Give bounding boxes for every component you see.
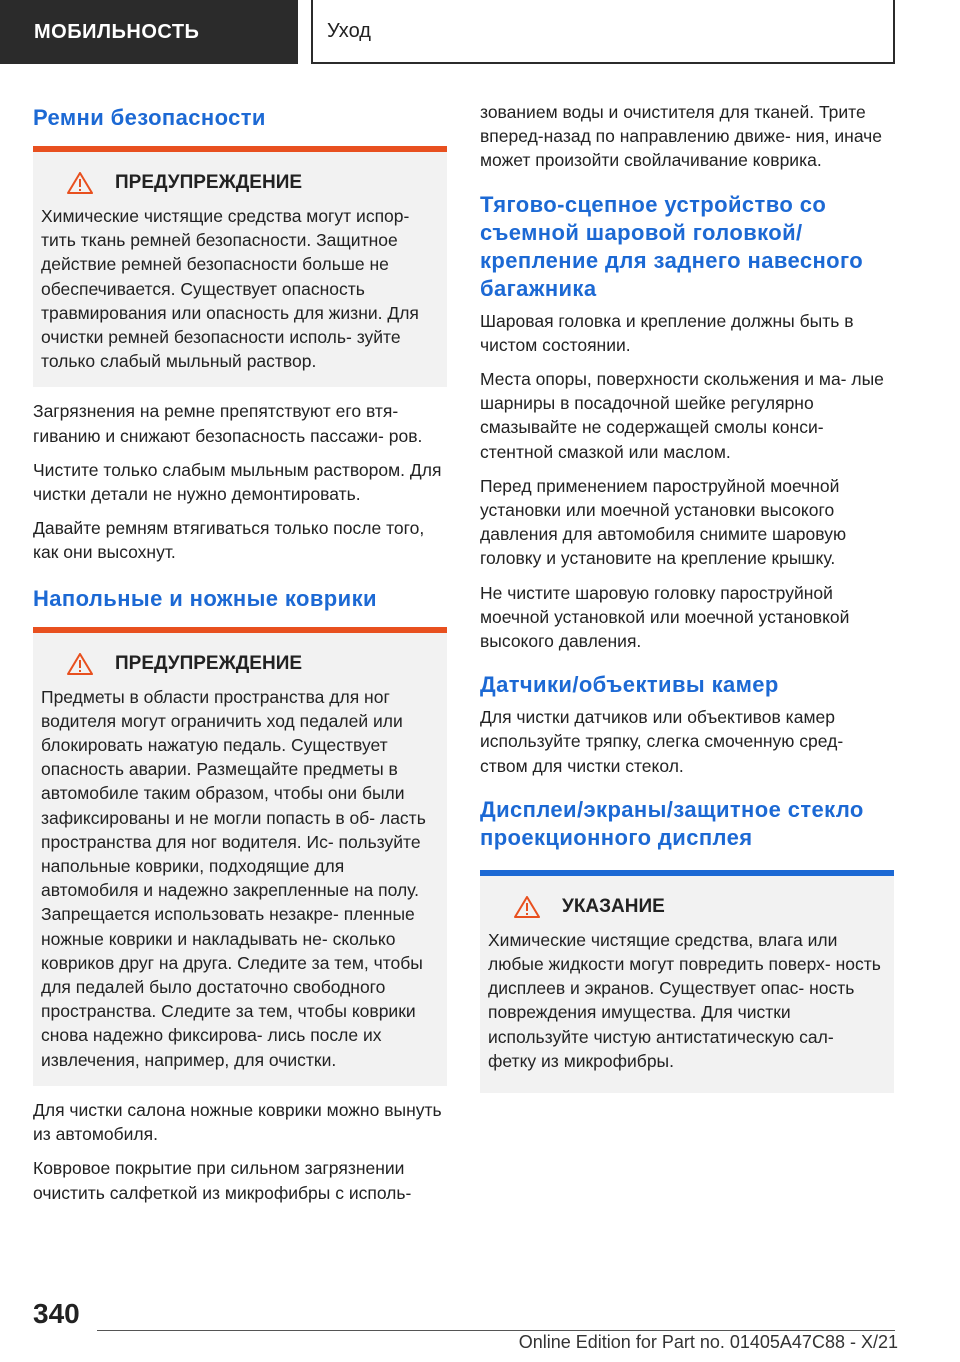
- note-box: [480, 876, 894, 1093]
- warning-label: ПРЕДУПРЕЖДЕНИЕ: [115, 652, 303, 674]
- footer-divider: [97, 1330, 895, 1331]
- heading-displays: Дисплеи/экраны/защитное стекло проекционного дисплея: [480, 796, 864, 850]
- warning-text: Химические чистящие средства могут испор- тить ткань ремней безопасности. Защитное действие ремней безопасности больше не обеспечивается. Существует опасность травмирования или опасность для жизни. Для очистки ремней безопасности исполь- зуйте только слабый мыльный раствор.: [41, 206, 419, 372]
- heading-seat-belts: Ремни безопасности: [33, 105, 266, 130]
- paragraph: Загрязнения на ремне препятствуют его втя- гиванию и снижают безопасность пассажи- ров.: [33, 401, 423, 446]
- right-column: [480, 100, 894, 1093]
- chapter-title: Уход: [311, 0, 895, 64]
- heading-camera-sensors: Датчики/объективы камер: [480, 672, 779, 698]
- note-text: Химические чистящие средства, влага или любые жидкости могут повредить поверх- ность дисплеев и экранов. Существует опас- ность повреждения имущества. Для чистки используйте чистую антистатическую сал- фетку из микрофибры.: [488, 929, 881, 1071]
- left-column: [33, 100, 447, 1205]
- paragraph: Давайте ремням втягиваться только после того, как они высохнут.: [33, 518, 425, 563]
- warning-triangle-icon: [514, 896, 540, 918]
- paragraph: Чистите только слабым мыльным раствором. Для чистки детали не нужно демонтировать.: [33, 459, 442, 505]
- warning-triangle-icon: [67, 172, 93, 194]
- footer-edition: Online Edition for Part no. 01405A47C88 - X/21: [518, 1332, 898, 1352]
- warning-text: Предметы в области пространства для ног водителя могут ограничить ход педалей или блокировать нажатую педаль. Существует опасность аварии. Размещайте предметы в автомобиле таким образом, чтобы они были зафиксированы и не могли попасть в об- ласть пространства для ног водителя. Ис- пользуйте напольные коврики, подходящие для автомобиля и надежно закрепленные на полу. Запрещается использовать незакре- пленные ножные коврики и накладывать не- сколько ковриков друг на друга. Следите за тем, чтобы для педалей было достаточно свободного пространства. Следите за тем, чтобы коврики снова надежно фиксирова- лись после их извлечения, например, для очистки.: [41, 686, 426, 1070]
- paragraph: Перед применением пароструйной моечной установки или моечной установки высокого давления для автомобиля снимите шаровую головку и установите на крепление крышку.: [480, 475, 847, 569]
- warning-box: [33, 152, 447, 387]
- warning-box: [33, 633, 447, 1086]
- heading-towbar: Тягово-сцепное устройство со съемной шаровой головкой/ крепление для заднего навесного багажника: [480, 191, 864, 301]
- warning-triangle-icon: [67, 653, 93, 675]
- paragraph: Места опоры, поверхности скольжения и ма- лые шарниры в посадочной шейке регулярно смазывайте не содержащей смолы конси- стентной смазкой или маслом.: [480, 369, 884, 462]
- page-number: 340: [33, 1298, 80, 1329]
- warning-title: [41, 170, 439, 196]
- warning-label: ПРЕДУПРЕЖДЕНИЕ: [115, 172, 303, 193]
- section-tab: МОБИЛЬНОСТЬ: [0, 0, 298, 64]
- paragraph: зованием воды и очистителя для тканей. Трите вперед-назад по направлению движе- ния, иначе может произойти свойлачивание коврика.: [480, 102, 883, 171]
- note-title: [488, 894, 886, 920]
- paragraph: Для чистки салона ножные коврики можно вынуть из автомобиля.: [33, 1099, 442, 1145]
- paragraph: Не чистите шаровую головку пароструйной моечной установкой или моечной установкой высокого давления.: [480, 582, 850, 652]
- warning-title: [41, 651, 439, 677]
- note-label: УКАЗАНИЕ: [562, 895, 665, 917]
- paragraph: Ковровое покрытие при сильном загрязнении очистить салфеткой из микрофибры с исполь-: [33, 1158, 412, 1203]
- paragraph: Шаровая головка и крепление должны быть в чистом состоянии.: [480, 310, 854, 355]
- paragraph: Для чистки датчиков или объективов камер используйте тряпку, слегка смоченную сред- ством для чистки стекол.: [480, 707, 844, 776]
- heading-floor-mats: Напольные и ножные коврики: [33, 585, 377, 611]
